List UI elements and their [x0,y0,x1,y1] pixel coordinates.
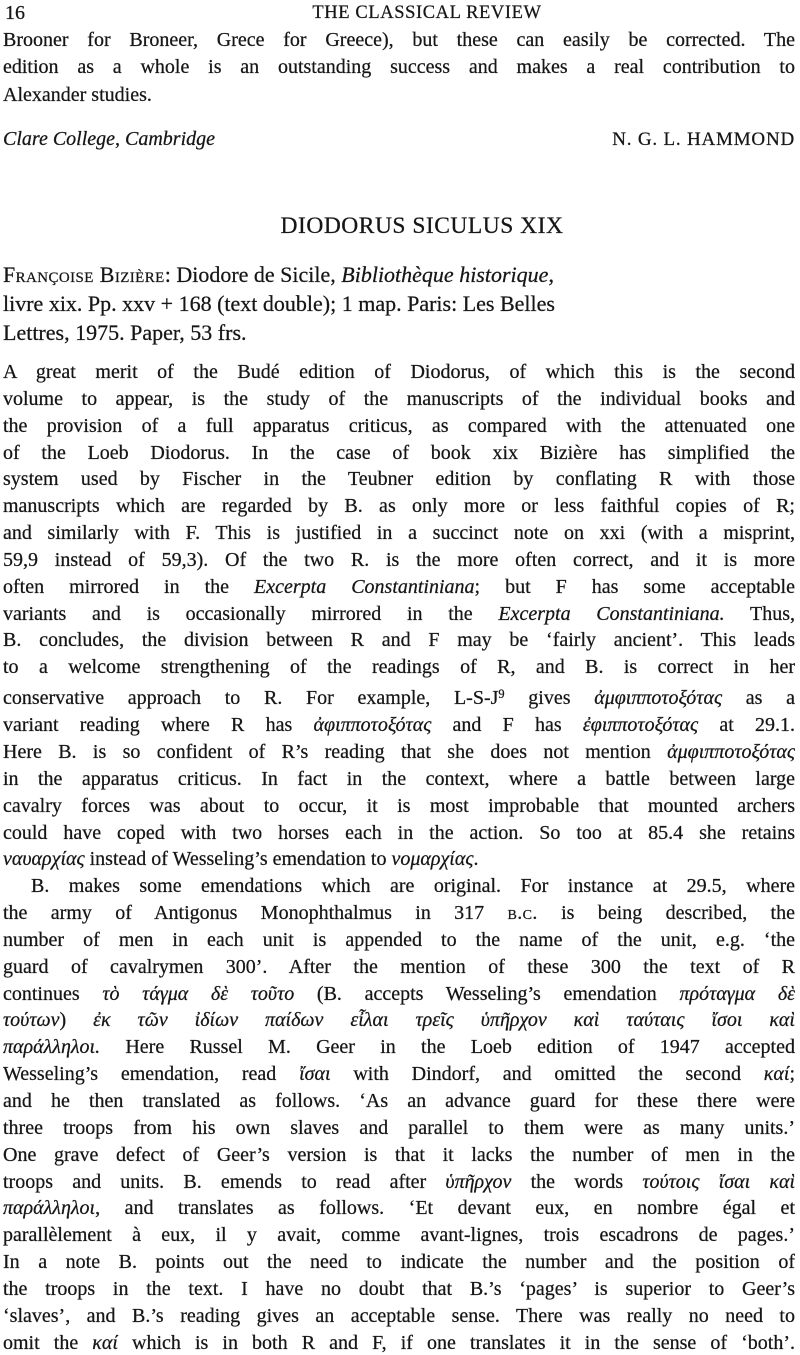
reviewer-name: N. G. L. HAMMOND [612,129,795,150]
book-citation [3,260,795,348]
review-paragraph [3,359,795,873]
text-line: number of men in each unit is appended to the name of the unit, e.g. ‘the [3,928,795,951]
text-line: B. concludes, the division between R and F may be ‘fairly ancient’. This leads [3,629,795,652]
text-line: could have coped with two horses each in the action. So too at 85.4 she retains [3,821,795,844]
text-line: 59,9 instead of 59,3). Of the two R. is the more often correct, and it is more [3,548,795,571]
text-line: Lettres, 1975. Paper, 53 frs. [3,320,247,346]
text-line: often mirrored in the Excerpta Constantiniana; but F has some acceptable [3,575,795,598]
previous-review-signoff [3,128,795,151]
text-line: and similarly with F. This is justified in a succinct note on xxi (with a misprint, [3,522,795,545]
text-line: variants and is occasionally mirrored in the Excerpta Constantiniana. Thus, [3,602,795,625]
text-line: In a note B. points out the need to indicate the number and the position of [3,1251,795,1274]
text-line: Wesseling’s emendation, read ἴσαι with Dindorf, and omitted the second καί; [3,1063,795,1086]
text-line: παράλληλοι, and translates as follows. ‘Et devant eux, en nombre égal et [3,1197,795,1220]
text-line: cavalry forces was about to occur, it is most improbable that mounted archers [3,794,795,817]
text-line: three troops from his own slaves and parallel to them were as many units.’ [3,1116,795,1139]
text-line: Alexander studies. [3,83,152,106]
text-line: conservative approach to R. For example, $L-S-J^9$ gives ἀμφιπποτοξότας as a [3,687,795,710]
text-line: guard of cavalrymen 300’. After the mention of these 300 the text of R [3,955,795,978]
text-line: A great merit of the Budé edition of Diodorus, of which this is the second [3,361,795,383]
reviewer-affiliation: Clare College, Cambridge [3,128,216,150]
text-line: τούτων) ἐκ τῶν ἰδίων παίδων εἶλαι τρεῖς ὑπῆρχον καὶ ταύταις ἴσοι καὶ [3,1009,795,1032]
text-line: volume to appear, is the study of the manuscripts of the individual books and [3,387,795,410]
text-line: B. makes some emendations which are original. For instance at 29.5, where [31,875,795,898]
text-line: omit the καί which is in both R and F, if one translates it in the sense of ‘both’. [3,1331,795,1354]
text-line: the provision of a full apparatus criticus, as compared with the attenuated one [3,414,795,437]
text-line: παράλληλοι. Here Russel M. Geer in the Loeb edition of 1947 accepted [3,1036,795,1059]
text-line: ‘slaves’, and B.’s reading gives an acceptable sense. There was really no need to [3,1304,795,1327]
text-line: continues τὸ τάγμα δὲ τοῦτο (B. accepts Wesseling’s emendation πρόταγμα δὲ [3,982,795,1005]
text-line: livre xix. Pp. xxv + 168 (text double); 1 map. Paris: Les Belles [3,291,555,317]
review-body [3,359,795,1355]
previous-review-closing-paragraph [3,27,795,109]
text-line: in the apparatus criticus. In fact in the context, where a battle between large [3,767,795,790]
text-line: ναυαρχίας instead of Wesseling’s emendation to νομαρχίας. [3,848,479,871]
text-line: system used by Fischer in the Teubner edition by conflating R with those [3,468,795,491]
text-line: troops and units. B. emends to read after ὑπῆρχον the words τούτοις ἴσαι καὶ [3,1170,795,1193]
review-paragraph [3,873,795,1355]
text-line: edition as a whole is an outstanding success and makes a real contribution to [3,56,795,79]
text-line: Françoise Bizière: Diodore de Sicile, Bibliothèque historique, [3,262,554,287]
text-line: One grave defect of Geer’s version is that it lacks the number of men in the [3,1143,795,1166]
text-line: the army of Antigonus Monophthalmus in 317 b.c. is being described, the [3,902,795,925]
text-line: Brooner for Broneer, Grece for Greece), but these can easily be corrected. The [3,29,795,51]
text-line: and he then translated as follows. ‘As an advance guard for these there were [3,1089,795,1112]
journal-title: THE CLASSICAL REVIEW [312,3,542,23]
text-line: parallèlement à eux, il y avait, comme avant-lignes, trois escadrons de pages.’ [3,1224,795,1247]
text-line: of the Loeb Diodorus. In the case of book xix Bizière has simplified the [3,441,795,464]
text-line: variant reading where R has ἀφιπποτοξότας and F has ἐφιπποτοξότας at 29.1. [3,714,795,737]
review-title: DIODORUS SICULUS XIX [280,213,564,239]
text-line: Here B. is so confident of R’s reading that she does not mention ἀμφιπποτοξότας [3,741,795,763]
text-line: manuscripts which are regarded by B. as only more or less faithful copies of R; [3,495,795,518]
text-line: to a welcome strengthening of the readings of R, and B. is correct in her [3,656,795,679]
text-line: the troops in the text. I have no doubt that B.’s ‘pages’ is superior to Geer’s [3,1277,795,1300]
page-header [3,2,797,28]
page-number: 16 [5,2,25,24]
